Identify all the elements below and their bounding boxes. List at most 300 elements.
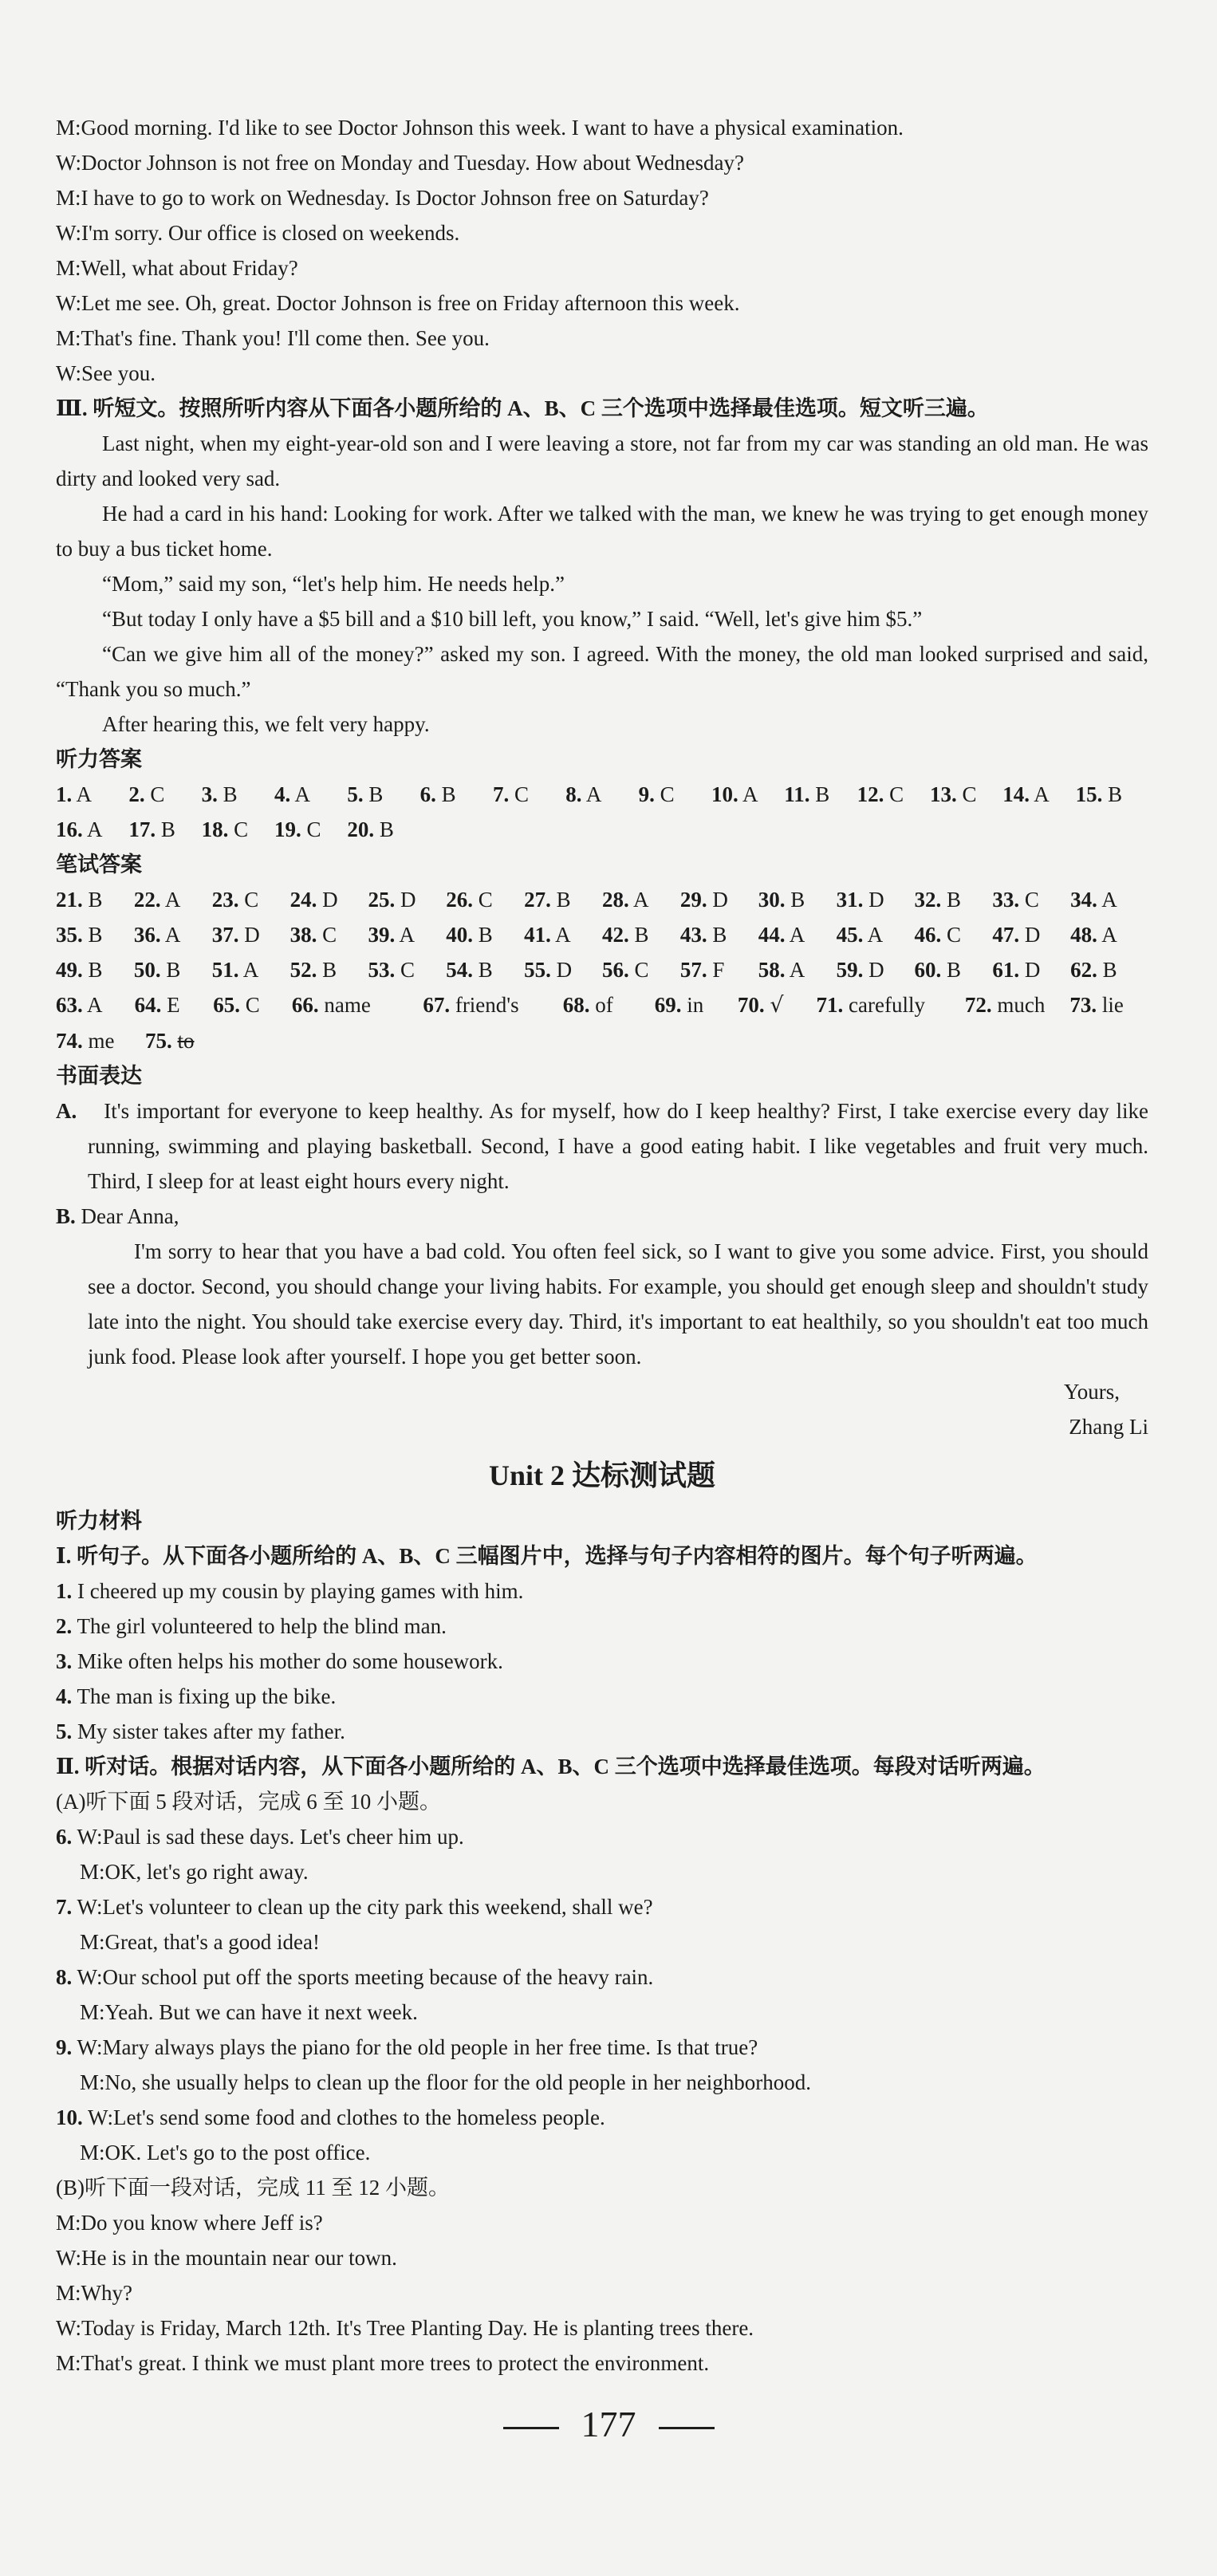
answer-value: A — [164, 923, 181, 947]
answer-item — [290, 917, 368, 952]
answer-item — [930, 777, 1002, 812]
answer-number: 29. — [679, 888, 707, 912]
sentence-item — [56, 1574, 1148, 1609]
answer-value: A — [164, 888, 181, 912]
footer-dash-left — [503, 2427, 559, 2429]
answer-number: 23. — [211, 888, 239, 912]
answer-item — [965, 987, 1070, 1023]
answer-item — [212, 917, 290, 952]
answer-value: C — [245, 993, 260, 1017]
answer-number: 32. — [914, 888, 942, 912]
answer-number: 28. — [602, 888, 629, 912]
sentence-text: I cheered up my cousin by playing games with him. — [77, 1579, 524, 1603]
dialogue-man-line: M:OK. Let's go to the post office. — [80, 2141, 371, 2164]
answer-item — [368, 917, 446, 952]
dialogue-line: M:That's great. I think we must plant more trees to protect the environment. — [56, 2351, 710, 2375]
answer-value: B — [223, 782, 238, 806]
answer-value: C — [946, 923, 961, 947]
answer-number: 18. — [201, 817, 229, 841]
dialogue-line: M:Well, what about Friday? — [56, 256, 298, 280]
passage-paragraph: Last night, when my eight-year-old son and I were leaving a store, not far from my car was standing an old man. He was dirty and looked very sad. — [56, 431, 1148, 490]
answer-item — [655, 987, 738, 1023]
answer-value: B — [946, 958, 961, 982]
answer-number: 56. — [602, 958, 629, 982]
written-answers-row — [56, 882, 1148, 917]
answer-value: C — [634, 958, 649, 982]
answer-item — [758, 952, 837, 987]
answer-value: B — [815, 782, 830, 806]
listening-answers-row — [56, 777, 1148, 812]
essay-b-name: Zhang Li — [1069, 1415, 1148, 1439]
answer-item — [524, 952, 602, 987]
answer-number: 22. — [133, 888, 161, 912]
answer-item — [914, 882, 992, 917]
passage-paragraph: “Can we give him all of the money?” asked my son. I agreed. With the money, the old man looked surprised and said, “Thank you so much.” — [56, 642, 1148, 701]
answer-value: name — [324, 993, 371, 1017]
answer-item — [56, 812, 128, 847]
answer-value: D — [1024, 958, 1041, 982]
answer-number: 30. — [758, 888, 786, 912]
dialogue-woman-line: W:Paul is sad these days. Let's cheer him up. — [77, 1825, 464, 1849]
answer-value: A — [242, 958, 259, 982]
answer-item — [347, 812, 419, 847]
answer-item — [563, 987, 655, 1023]
grid-filler — [420, 812, 493, 847]
answer-number: 6. — [419, 782, 436, 806]
dialogue-number: 8. — [56, 1965, 73, 1989]
answer-number: 44. — [758, 923, 786, 947]
answer-value: D — [868, 958, 884, 982]
listening-material-label: 听力材料 — [56, 1509, 142, 1533]
answer-item — [758, 917, 837, 952]
dialogue-man-line: M:No, she usually helps to clean up the floor for the old people in her neighborhood. — [80, 2070, 812, 2094]
answer-item — [292, 987, 423, 1023]
dialogue-question-line — [56, 1819, 1148, 1854]
answer-number: 72. — [964, 993, 992, 1017]
answer-value: A — [1034, 782, 1050, 806]
sub-section-a: (A)听下面 5 段对话，完成 6 至 10 小题。 — [56, 1790, 441, 1814]
answer-item — [837, 917, 915, 952]
answer-number: 53. — [368, 958, 396, 982]
section-3-heading: Ⅲ. 听短文。按照所听内容从下面各小题所给的 A、B、C 三个选项中选择最佳选项。短文听三遍。 — [56, 396, 989, 420]
answer-item — [639, 777, 711, 812]
answer-value: C — [322, 923, 337, 947]
answer-value: B — [946, 888, 961, 912]
essay-b-closing: Yours, — [1063, 1380, 1120, 1404]
sentence-text: The girl volunteered to help the blind man. — [77, 1614, 447, 1638]
answer-item — [914, 952, 992, 987]
answer-number: 58. — [758, 958, 786, 982]
answer-number: 2. — [128, 782, 145, 806]
dialogue-line: W:I'm sorry. Our office is closed on weekends. — [56, 221, 460, 245]
answer-item — [56, 987, 135, 1023]
dialogue-number: 9. — [56, 2035, 73, 2059]
grid-filler — [857, 812, 930, 847]
answer-item — [680, 882, 758, 917]
answer-number: 27. — [524, 888, 551, 912]
answer-item — [56, 882, 134, 917]
answer-value: B — [1108, 782, 1123, 806]
answer-item — [145, 1023, 234, 1058]
answer-number: 9. — [638, 782, 655, 806]
written-answers-row — [56, 952, 1148, 987]
answer-number: 75. — [145, 1029, 172, 1053]
answer-value: D — [868, 888, 884, 912]
answer-item — [565, 777, 638, 812]
answer-item — [420, 777, 493, 812]
answer-number: 55. — [524, 958, 551, 982]
answer-item — [857, 777, 930, 812]
answer-value: B — [166, 958, 181, 982]
written-answers-label: 笔试答案 — [56, 853, 142, 876]
answer-value: C — [150, 782, 165, 806]
answer-value: A — [867, 923, 884, 947]
sentence-list — [56, 1574, 1148, 1749]
answer-number: 3. — [201, 782, 218, 806]
dialogue-line: M:That's fine. Thank you! I'll come then. See you. — [56, 326, 490, 350]
section-1-heading: Ⅰ. 听句子。从下面各小题所给的 A、B、C 三幅图片中，选择与句子内容相符的图片。每个句子听两遍。 — [56, 1544, 1038, 1568]
answer-number: 37. — [211, 923, 239, 947]
answer-value: C — [244, 888, 259, 912]
answer-number: 74. — [56, 1029, 83, 1053]
answer-value: friend's — [455, 993, 519, 1017]
answer-item — [56, 917, 134, 952]
answer-value: A — [87, 993, 103, 1017]
answer-item — [1070, 917, 1148, 952]
answer-number: 34. — [1070, 888, 1097, 912]
grid-filler — [565, 812, 638, 847]
page-footer — [0, 2401, 1217, 2448]
answer-item — [680, 917, 758, 952]
answer-number: 19. — [274, 817, 301, 841]
sentence-text: The man is fixing up the bike. — [77, 1684, 337, 1708]
answer-item — [213, 987, 292, 1023]
sentence-number: 5. — [56, 1719, 73, 1743]
answer-item — [1070, 952, 1148, 987]
essay-b-body: I'm sorry to hear that you have a bad cold. You often feel sick, so I want to give you some advice. First, you should see a doctor. Second, you should change your living habits. For example, you should get enough sleep and shouldn't study late into the night. You should take exercise every day. Third, it's important to eat healthily, so you shouldn't eat too much junk food. Please look after yourself. I hope you get better soon. — [88, 1239, 1148, 1369]
answer-number: 49. — [56, 958, 83, 982]
answer-value: C — [478, 888, 493, 912]
answer-number: 4. — [274, 782, 291, 806]
answer-number: 21. — [56, 888, 83, 912]
dialogue-line: W:He is in the mountain near our town. — [56, 2246, 397, 2270]
answer-number: 12. — [857, 782, 884, 806]
written-answers-row — [56, 987, 1148, 1023]
grid-filler — [1076, 812, 1148, 847]
essay-a-label: A. — [56, 1099, 77, 1123]
answer-number: 31. — [836, 888, 864, 912]
answer-item — [347, 777, 419, 812]
physical-exam-dialogue — [56, 110, 1148, 391]
answer-value: D — [1024, 923, 1041, 947]
answer-number: 60. — [914, 958, 942, 982]
answer-value: B — [712, 923, 727, 947]
dialogue-line: W:Doctor Johnson is not free on Monday and Tuesday. How about Wednesday? — [56, 151, 744, 175]
dialogue-woman-line: W:Our school put off the sports meeting because of the heavy rain. — [77, 1965, 654, 1989]
answer-number: 17. — [128, 817, 156, 841]
answer-number: 10. — [711, 782, 738, 806]
answer-value: A — [789, 958, 805, 982]
sentence-item — [56, 1644, 1148, 1679]
passage-paragraph: “Mom,” said my son, “let's help him. He needs help.” — [102, 572, 565, 596]
answer-value: lie — [1101, 993, 1124, 1017]
answer-item — [290, 952, 368, 987]
answer-number: 50. — [133, 958, 161, 982]
dialogue-question-line — [56, 1889, 1148, 1924]
answer-number: 36. — [133, 923, 161, 947]
answer-number: 52. — [289, 958, 317, 982]
answer-value: C — [400, 958, 415, 982]
answer-item — [784, 777, 857, 812]
answer-item — [446, 917, 524, 952]
answer-item — [368, 882, 446, 917]
answer-item — [212, 882, 290, 917]
answer-number: 46. — [914, 923, 942, 947]
sentence-number: 4. — [56, 1684, 73, 1708]
answer-value: B — [379, 817, 394, 841]
dialogue-question-line — [56, 2100, 1148, 2135]
grid-filler — [930, 812, 1002, 847]
answer-number: 64. — [134, 993, 162, 1017]
answer-value: B — [88, 888, 103, 912]
answer-value: A — [742, 782, 758, 806]
answer-item — [817, 987, 965, 1023]
answer-value: A — [1101, 888, 1117, 912]
answer-value: A — [76, 782, 93, 806]
footer-dash-right — [659, 2427, 715, 2429]
answer-value: A — [585, 782, 602, 806]
answer-number: 71. — [816, 993, 844, 1017]
short-dialogues — [56, 1819, 1148, 2170]
answer-number: 20. — [347, 817, 375, 841]
answer-item — [992, 882, 1070, 917]
dialogue-number: 6. — [56, 1825, 73, 1849]
answer-number: 57. — [679, 958, 707, 982]
answer-value: C — [962, 782, 977, 806]
sub-section-b: (B)听下面一段对话，完成 11 至 12 小题。 — [56, 2176, 450, 2200]
answer-item — [524, 917, 602, 952]
unit-title: Unit 2 达标测试题 — [488, 1459, 715, 1491]
answer-item — [134, 917, 212, 952]
answer-value: E — [167, 993, 180, 1017]
answer-item — [446, 882, 524, 917]
answer-number: 59. — [836, 958, 864, 982]
answer-item — [680, 952, 758, 987]
answer-value: B — [441, 782, 456, 806]
answer-number: 42. — [602, 923, 629, 947]
sentence-number: 3. — [56, 1649, 73, 1673]
answer-number: 39. — [368, 923, 396, 947]
answer-value: D — [712, 888, 728, 912]
answer-number: 66. — [291, 993, 319, 1017]
dialogue-number: 7. — [56, 1895, 73, 1919]
answer-item — [992, 952, 1070, 987]
answer-item — [602, 882, 680, 917]
dialogue-line: M:Good morning. I'd like to see Doctor Johnson this week. I want to have a physical examination. — [56, 116, 904, 140]
written-answers — [56, 882, 1148, 1058]
answer-number: 73. — [1069, 993, 1097, 1017]
answer-item — [202, 812, 274, 847]
answer-value: much — [997, 993, 1046, 1017]
answer-value: B — [1102, 958, 1117, 982]
sentence-text: My sister takes after my father. — [77, 1719, 345, 1743]
answer-value: B — [556, 888, 571, 912]
answer-item — [1076, 777, 1148, 812]
answer-item — [524, 882, 602, 917]
answer-number: 61. — [992, 958, 1020, 982]
answer-item — [837, 882, 915, 917]
answer-value: in — [687, 993, 704, 1017]
answer-number: 51. — [211, 958, 239, 982]
answer-value: D — [400, 888, 416, 912]
sentence-text: Mike often helps his mother do some housework. — [77, 1649, 503, 1673]
answer-number: 33. — [992, 888, 1020, 912]
answer-value: B — [88, 958, 103, 982]
dialogue-line: M:Why? — [56, 2281, 132, 2305]
answer-item — [128, 777, 201, 812]
answer-item — [134, 952, 212, 987]
answer-value: C — [234, 817, 249, 841]
dialogue-man-line: M:Yeah. But we can have it next week. — [80, 2000, 418, 2024]
dialogue-question-line — [56, 1960, 1148, 1995]
dialogue-woman-line: W:Let's volunteer to clean up the city park this weekend, shall we? — [77, 1895, 653, 1919]
answer-item — [368, 952, 446, 987]
essay-b-label: B. — [56, 1204, 76, 1228]
essay-b-greeting: Dear Anna, — [81, 1204, 179, 1228]
answer-value: A — [294, 782, 310, 806]
answer-number: 13. — [929, 782, 957, 806]
answer-value: C — [889, 782, 904, 806]
answer-number: 8. — [565, 782, 582, 806]
answer-number: 11. — [784, 782, 810, 806]
answer-number: 69. — [654, 993, 682, 1017]
passage-paragraph: After hearing this, we felt very happy. — [102, 712, 430, 736]
answer-value: A — [399, 923, 415, 947]
short-passage — [56, 426, 1148, 742]
answer-number: 40. — [446, 923, 474, 947]
answer-value: C — [660, 782, 675, 806]
listening-answers-label: 听力答案 — [56, 747, 142, 771]
answer-number: 68. — [562, 993, 590, 1017]
answer-item — [274, 812, 347, 847]
answer-item — [602, 917, 680, 952]
answer-value: D — [322, 888, 338, 912]
sentence-number: 1. — [56, 1579, 73, 1603]
dialogue-man-line: M:Great, that's a good idea! — [80, 1930, 321, 1954]
answer-item — [1069, 987, 1148, 1023]
answer-item — [274, 777, 347, 812]
writing-label: 书面表达 — [56, 1064, 142, 1088]
essay-a-text: It's important for everyone to keep healthy. As for myself, how do I keep healthy? First, I take exercise every day like running, swimming and playing basketball. Second, I have a good eating habit. I like vegetables and fruit very much. Third, I sleep for at least eight hours every night. — [88, 1099, 1148, 1193]
answer-value: A — [1101, 923, 1117, 947]
answer-number: 15. — [1075, 782, 1103, 806]
answer-item — [738, 987, 817, 1023]
section-2-heading: Ⅱ. 听对话。根据对话内容，从下面各小题所给的 A、B、C 三个选项中选择最佳选项。每段对话听两遍。 — [56, 1755, 1046, 1778]
answer-number: 70. — [737, 993, 765, 1017]
answer-item — [423, 987, 562, 1023]
answer-value: B — [634, 923, 649, 947]
dialogue-line: W:Let me see. Oh, great. Doctor Johnson is free on Friday afternoon this week. — [56, 291, 740, 315]
answer-number: 7. — [492, 782, 510, 806]
dialogue-line: W:See you. — [56, 361, 156, 385]
answer-value: B — [88, 923, 103, 947]
dialogue-line: M:Do you know where Jeff is? — [56, 2211, 323, 2235]
answer-value: D — [556, 958, 573, 982]
answer-item — [128, 812, 201, 847]
grid-filler — [784, 812, 857, 847]
answer-item — [56, 952, 134, 987]
answer-item — [290, 882, 368, 917]
answer-item — [56, 777, 128, 812]
answer-value: B — [790, 888, 805, 912]
grid-filler — [1002, 812, 1075, 847]
dialogue-number: 10. — [56, 2105, 83, 2129]
answer-item — [1070, 882, 1148, 917]
answer-item — [135, 987, 214, 1023]
answer-item — [837, 952, 915, 987]
answer-item — [134, 882, 212, 917]
answer-item — [758, 882, 837, 917]
answer-value: to — [177, 1029, 195, 1053]
answer-value: C — [1024, 888, 1039, 912]
answer-value: A — [555, 923, 571, 947]
answer-item — [1002, 777, 1075, 812]
answer-value: of — [595, 993, 613, 1017]
sentence-item — [56, 1679, 1148, 1714]
grid-filler — [711, 812, 784, 847]
answer-number: 35. — [56, 923, 83, 947]
answer-value: B — [478, 923, 493, 947]
answer-value: carefully — [849, 993, 925, 1017]
answer-item — [202, 777, 274, 812]
grid-filler — [639, 812, 711, 847]
answer-number: 63. — [56, 993, 83, 1017]
answer-number: 1. — [56, 782, 73, 806]
answer-value: F — [712, 958, 725, 982]
dialogue-woman-line: W:Let's send some food and clothes to the homeless people. — [88, 2105, 605, 2129]
answer-value: B — [478, 958, 493, 982]
long-dialogue — [56, 2205, 1148, 2381]
answer-value: A — [633, 888, 649, 912]
answer-number: 26. — [446, 888, 474, 912]
answer-value: D — [244, 923, 260, 947]
answer-number: 16. — [56, 817, 83, 841]
listening-answers-row — [56, 812, 1148, 847]
passage-paragraph: “But today I only have a $5 bill and a $10 bill left, you know,” I said. “Well, let's give him $5.” — [102, 607, 923, 631]
answer-number: 24. — [289, 888, 317, 912]
sentence-item — [56, 1609, 1148, 1644]
dialogue-line: W:Today is Friday, March 12th. It's Tree Planting Day. He is planting trees there. — [56, 2316, 754, 2340]
dialogue-man-line: M:OK, let's go right away. — [80, 1860, 309, 1884]
answer-number: 5. — [347, 782, 364, 806]
written-answers-row — [56, 917, 1148, 952]
answer-number: 14. — [1002, 782, 1030, 806]
answer-number: 38. — [289, 923, 317, 947]
answer-value: B — [368, 782, 384, 806]
dialogue-woman-line: W:Mary always plays the piano for the old people in her free time. Is that true? — [77, 2035, 758, 2059]
answer-number: 62. — [1070, 958, 1097, 982]
answer-item — [56, 1023, 145, 1058]
answer-value: B — [160, 817, 175, 841]
essay-a — [56, 1093, 1148, 1199]
answer-item — [992, 917, 1070, 952]
answer-item — [711, 777, 784, 812]
answer-number: 43. — [679, 923, 707, 947]
answer-value: √ — [770, 993, 784, 1018]
answer-number: 41. — [524, 923, 551, 947]
answer-item — [914, 917, 992, 952]
answer-number: 65. — [213, 993, 241, 1017]
